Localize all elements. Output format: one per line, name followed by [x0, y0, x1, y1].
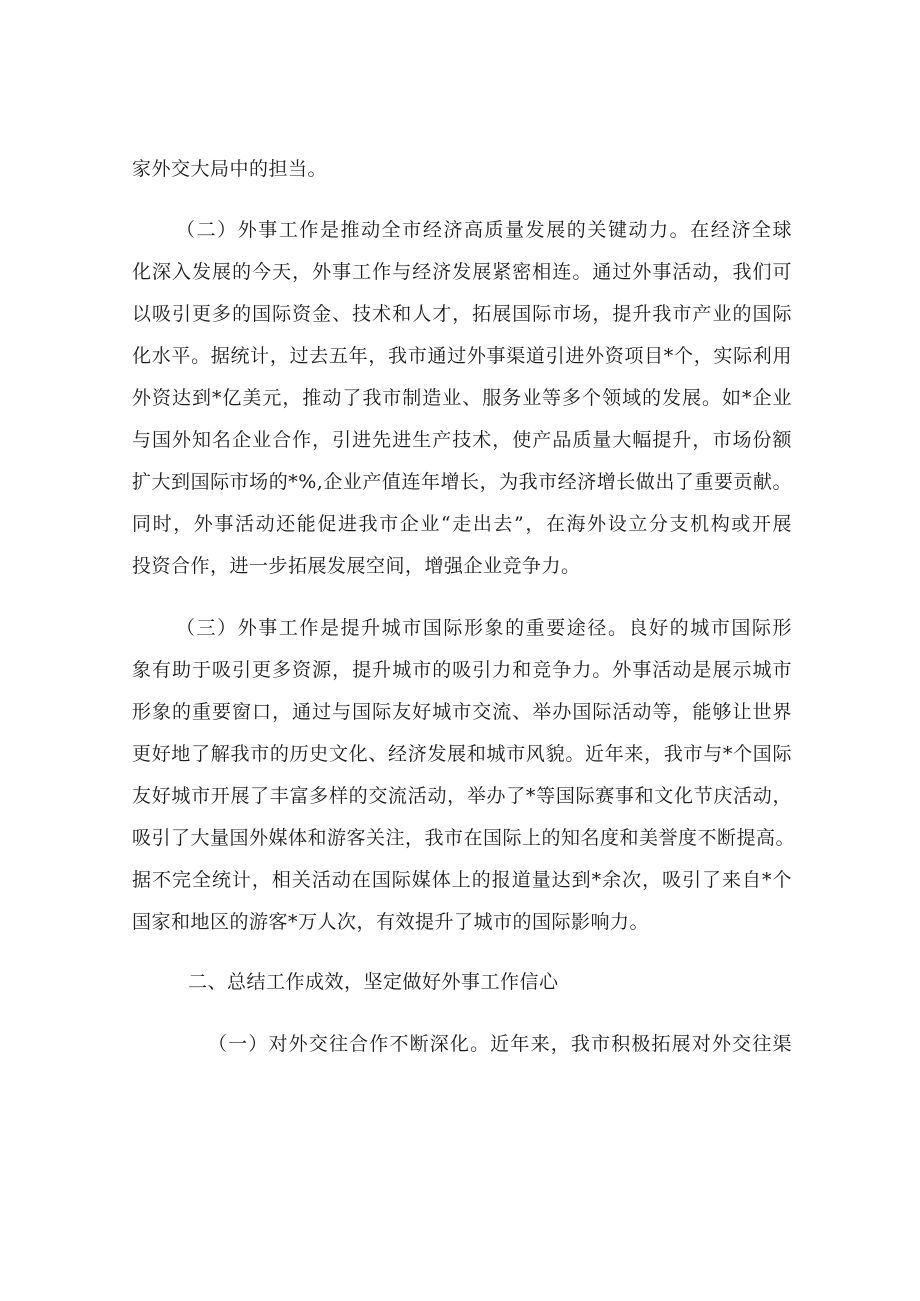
- paragraph-line: 以吸引更多的国际资金、技术和人才，拓展国际市场，提升我市产业的国际: [132, 303, 792, 325]
- paragraph-line: 扩大到国际市场的*%,企业产值连年增长，为我市经济增长做出了重要贡献。: [132, 471, 792, 493]
- paragraph-line: （一）对外交往合作不断深化。近年来，我市积极拓展对外交往渠: [208, 1033, 792, 1055]
- paragraph-line: （二）外事工作是推动全市经济高质量发展的关键动力。在经济全球: [176, 219, 792, 241]
- paragraph-line: 投资合作，进一步拓展发展空间，增强企业竞争力。: [132, 555, 581, 577]
- paragraph-line: 化深入发展的今天，外事工作与经济发展紧密相连。通过外事活动，我们可: [132, 261, 792, 283]
- paragraph-line: 据不完全统计，相关活动在国际媒体上的报道量达到*余次，吸引了来自*个: [132, 869, 792, 891]
- paragraph-line: 友好城市开展了丰富多样的交流活动，举办了*等国际赛事和文化节庆活动，: [132, 785, 792, 807]
- section-heading: 二、总结工作成效，坚定做好外事工作信心: [188, 971, 559, 993]
- paragraph-line: 家外交大局中的担当。: [132, 158, 328, 180]
- paragraph-line: 更好地了解我市的历史文化、经济发展和城市风貌。近年来，我市与*个国际: [132, 743, 792, 765]
- paragraph-line: 与国外知名企业合作，引进先进生产技术，使产品质量大幅提升，市场份额: [132, 429, 792, 451]
- paragraph-line: 象有助于吸引更多资源，提升城市的吸引力和竞争力。外事活动是展示城市: [132, 659, 792, 681]
- paragraph-line: 化水平。据统计，过去五年，我市通过外事渠道引进外资项目*个，实际利用: [132, 345, 792, 367]
- paragraph-line: 国家和地区的游客*万人次，有效提升了城市的国际影响力。: [132, 911, 650, 933]
- paragraph-line: 同时，外事活动还能促进我市企业“走出去”，在海外设立分支机构或开展: [132, 513, 792, 535]
- paragraph-line: 吸引了大量国外媒体和游客关注，我市在国际上的知名度和美誉度不断提高。: [132, 827, 796, 849]
- paragraph-line: 形象的重要窗口，通过与国际友好城市交流、举办国际活动等，能够让世界: [132, 701, 792, 723]
- paragraph-line: 外资达到*亿美元，推动了我市制造业、服务业等多个领域的发展。如*企业: [132, 387, 792, 409]
- paragraph-line: （三）外事工作是提升城市国际形象的重要途径。良好的城市国际形: [176, 617, 792, 639]
